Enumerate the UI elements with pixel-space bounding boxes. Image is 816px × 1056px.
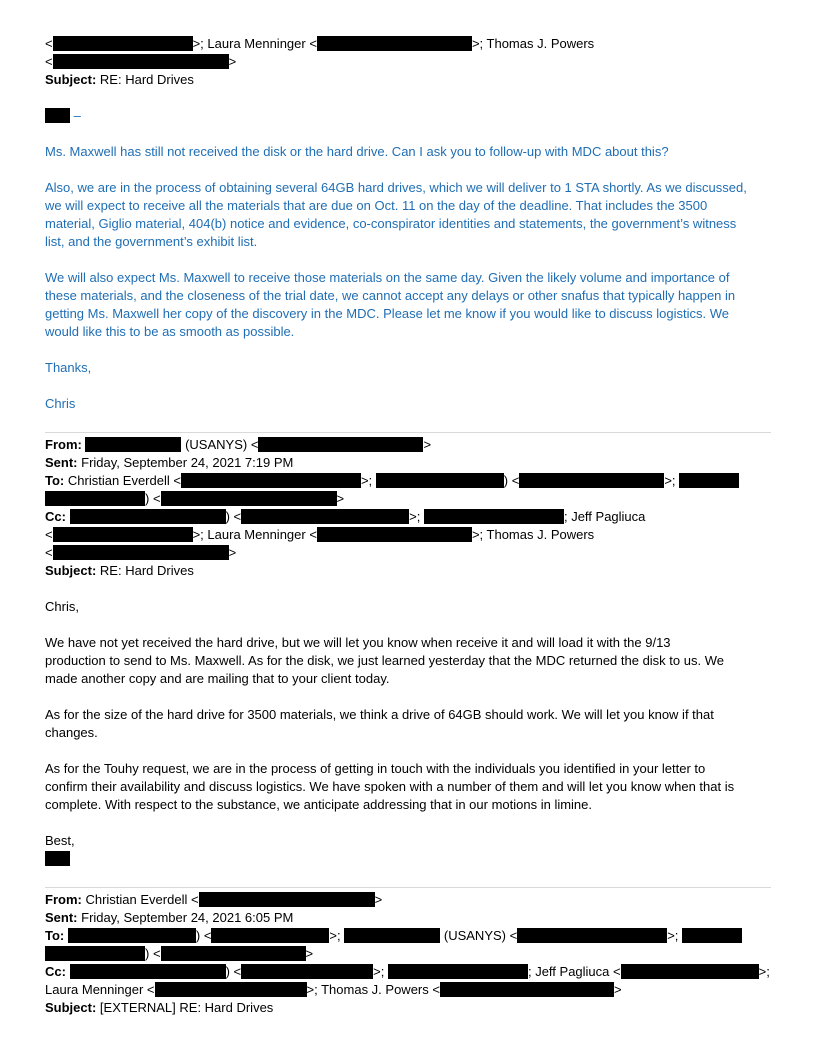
redaction-box xyxy=(211,928,329,943)
redaction-box xyxy=(241,964,373,979)
redaction-box xyxy=(161,491,337,506)
gov-p2-line: As for the size of the hard drive for 3500 materials, we think a drive of 64GB should work. We will let you know if that xyxy=(45,707,714,722)
redaction-box xyxy=(344,928,440,943)
top-recipients-line1: < >; Laura Menninger < >; Thomas J. Powers xyxy=(45,36,595,51)
redaction-box xyxy=(70,509,226,524)
redaction-box xyxy=(682,928,742,943)
redaction-box xyxy=(317,527,472,542)
redaction-box xyxy=(53,54,229,69)
gov-cc-line: Cc: ) < >; ; Jeff Pagliuca xyxy=(45,509,646,524)
redaction-box xyxy=(241,509,409,524)
redaction-box xyxy=(45,491,145,506)
redaction-box xyxy=(68,928,196,943)
redaction-box xyxy=(45,851,70,866)
chris-subject-line: Subject: [EXTERNAL] RE: Hard Drives xyxy=(45,1000,274,1015)
redaction-box xyxy=(258,437,423,452)
chris-p3-line: would like this to be as smooth as possible. xyxy=(45,324,295,339)
gov-p3-line: complete. With respect to the substance, we anticipate addressing that in our motions in limine. xyxy=(45,797,593,812)
redaction-box xyxy=(53,36,193,51)
gov-from-line: From: (USANYS) < > xyxy=(45,437,432,452)
chris-to-line: To: ) < >; (USANYS) < >; xyxy=(45,927,742,945)
gov-cc-line-3: < > xyxy=(45,545,237,560)
chris-cc-line-2: Laura Menninger < >; Thomas J. Powers < > xyxy=(45,982,622,997)
redaction-box xyxy=(155,982,307,997)
gov-p1-line: production to send to Ms. Maxwell. As for the disk, we just learned yesterday that the MDC returned the disk to us. We xyxy=(45,653,724,668)
gov-cc-line-2: < >; Laura Menninger < >; Thomas J. Powers xyxy=(45,527,595,542)
chris-greeting: – xyxy=(45,107,81,125)
redaction-box xyxy=(181,473,361,488)
top-subject-line: Subject: RE: Hard Drives xyxy=(45,72,194,87)
gov-p1-line: We have not yet received the hard drive, but we will let you know when receive it and will load it with the 9/13 xyxy=(45,635,671,650)
gov-subject-line: Subject: RE: Hard Drives xyxy=(45,563,194,578)
gov-sent-line: Sent: Friday, September 24, 2021 7:19 PM xyxy=(45,455,294,470)
gov-p1-line: made another copy and are mailing that to your client today. xyxy=(45,671,390,686)
redaction-box xyxy=(45,946,145,961)
redaction-box xyxy=(519,473,664,488)
email-divider xyxy=(45,887,771,888)
redaction-box xyxy=(70,964,226,979)
chris-to-line-2: ) < > xyxy=(45,945,313,963)
gov-p3-line: confirm their availability and discuss logistics. We have spoken with a number of them and will let you know when that is xyxy=(45,779,735,794)
chris-sent-line: Sent: Friday, September 24, 2021 6:05 PM xyxy=(45,910,294,925)
redaction-box xyxy=(53,545,229,560)
redaction-box xyxy=(53,527,193,542)
redaction-box xyxy=(679,473,739,488)
chris-p2-line: Also, we are in the process of obtaining several 64GB hard drives, which we will deliver to 1 STA shortly. As we discussed, xyxy=(45,180,747,195)
redaction-box xyxy=(376,473,504,488)
redaction-box xyxy=(199,892,375,907)
redaction-box xyxy=(517,928,667,943)
redaction-box xyxy=(424,509,564,524)
redaction-box xyxy=(621,964,759,979)
gov-p3-line: As for the Touhy request, we are in the process of getting in touch with the individuals you identified in your letter to xyxy=(45,761,706,776)
redaction-box xyxy=(85,437,181,452)
gov-closing: Best, xyxy=(45,833,75,848)
chris-signature: Chris xyxy=(45,396,76,411)
gov-signature xyxy=(45,850,70,868)
chris-p3-line: these materials, and the closeness of the trial date, we cannot accept any delays or other snafus that typically happen in xyxy=(45,288,736,303)
email-divider xyxy=(45,432,771,433)
top-recipients-line2: < > xyxy=(45,54,237,69)
chris-p2-line: list, and the government’s exhibit list. xyxy=(45,234,258,249)
redaction-box xyxy=(317,36,472,51)
redaction-box xyxy=(45,108,70,123)
chris-p2-line: material, Giglio material, 404(b) notice and evidence, co-conspirator identities and statements, the government’s witness xyxy=(45,216,737,231)
chris-p2-line: we will expect to receive all the materials that are due on Oct. 11 on the day of the deadline. That includes the 3500 xyxy=(45,198,708,213)
redaction-box xyxy=(388,964,528,979)
redaction-box xyxy=(440,982,614,997)
chris-p3-line: We will also expect Ms. Maxwell to receive those materials on the same day. Given the likely volume and importance of xyxy=(45,270,730,285)
chris-from-line: From: Christian Everdell < > xyxy=(45,892,383,907)
chris-paragraph-1: Ms. Maxwell has still not received the disk or the hard drive. Can I ask you to follow-up with MDC about this? xyxy=(45,144,669,159)
gov-to-line-2: ) < > xyxy=(45,490,344,508)
redaction-box xyxy=(161,946,306,961)
gov-p2-line: changes. xyxy=(45,725,98,740)
gov-greeting: Chris, xyxy=(45,599,79,614)
chris-thanks: Thanks, xyxy=(45,360,92,375)
chris-cc-line: Cc: ) < >; ; Jeff Pagliuca < >; xyxy=(45,964,770,979)
chris-p3-line: getting Ms. Maxwell her copy of the discovery in the MDC. Please let me know if you would like to discuss logistics. We xyxy=(45,306,729,321)
gov-to-line: To: Christian Everdell < >; ) < >; xyxy=(45,472,739,490)
